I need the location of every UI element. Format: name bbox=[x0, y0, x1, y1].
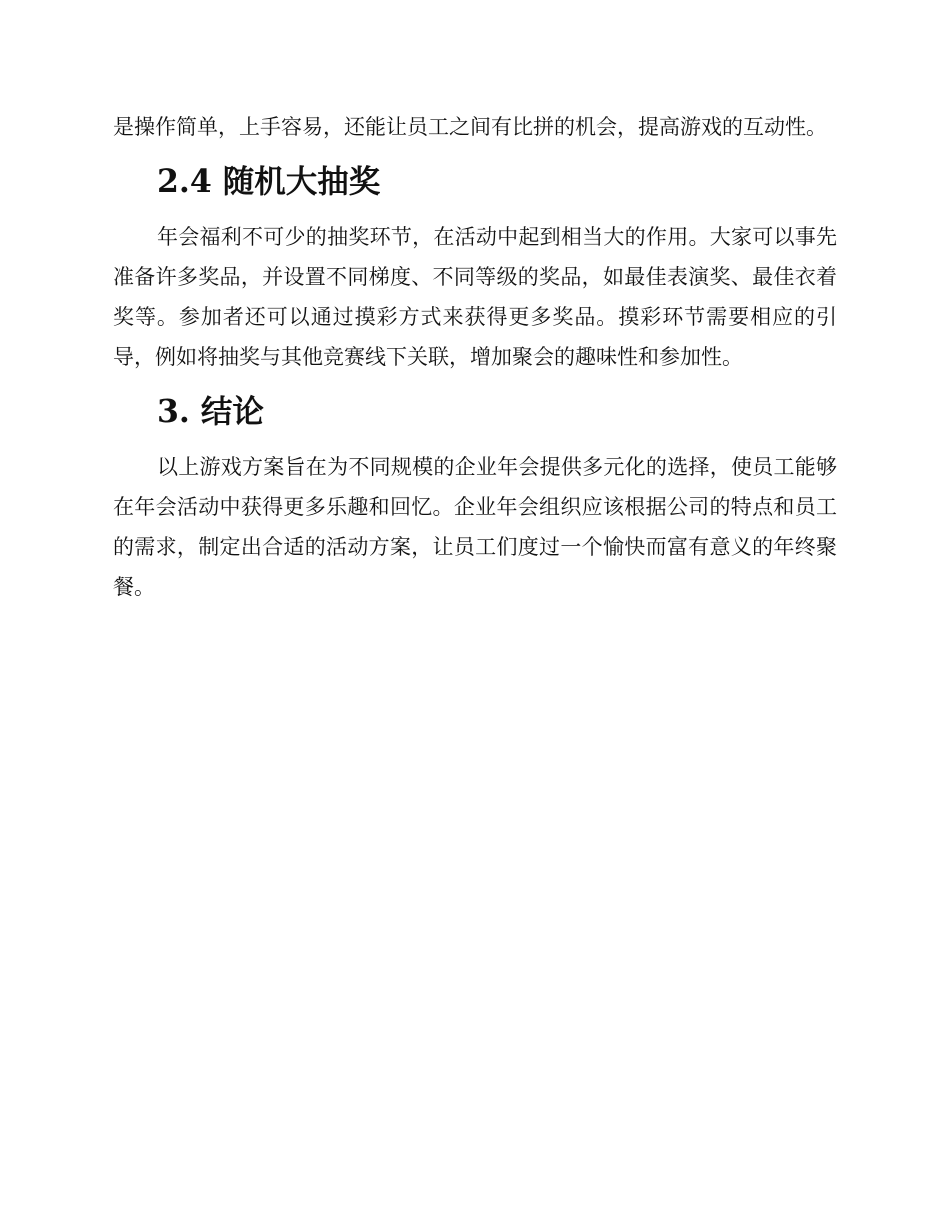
section-3-paragraph: 以上游戏方案旨在为不同规模的企业年会提供多元化的选择，使员工能够在年会活动中获得更多乐趣和回忆。企业年会组织应该根据公司的特点和员工的需求，制定出合适的活动方案，让员工们度过一个愉快而富有意义的年终聚餐。 bbox=[113, 455, 837, 599]
section-3-heading: 3. 结论 bbox=[157, 393, 264, 430]
document-body bbox=[113, 107, 837, 607]
section-2-4-paragraph: 年会福利不可少的抽奖环节，在活动中起到相当大的作用。大家可以事先准备许多奖品，并设置不同梯度、不同等级的奖品，如最佳表演奖、最佳衣着奖等。参加者还可以通过摸彩方式来获得更多奖品。摸彩环节需要相应的引导，例如将抽奖与其他竞赛线下关联，增加聚会的趣味性和参加性。 bbox=[113, 225, 837, 369]
section-2-4-heading: 2.4 随机大抽奖 bbox=[157, 163, 381, 200]
continuation-paragraph: 是操作简单，上手容易，还能让员工之间有比拼的机会，提高游戏的互动性。 bbox=[113, 115, 827, 139]
